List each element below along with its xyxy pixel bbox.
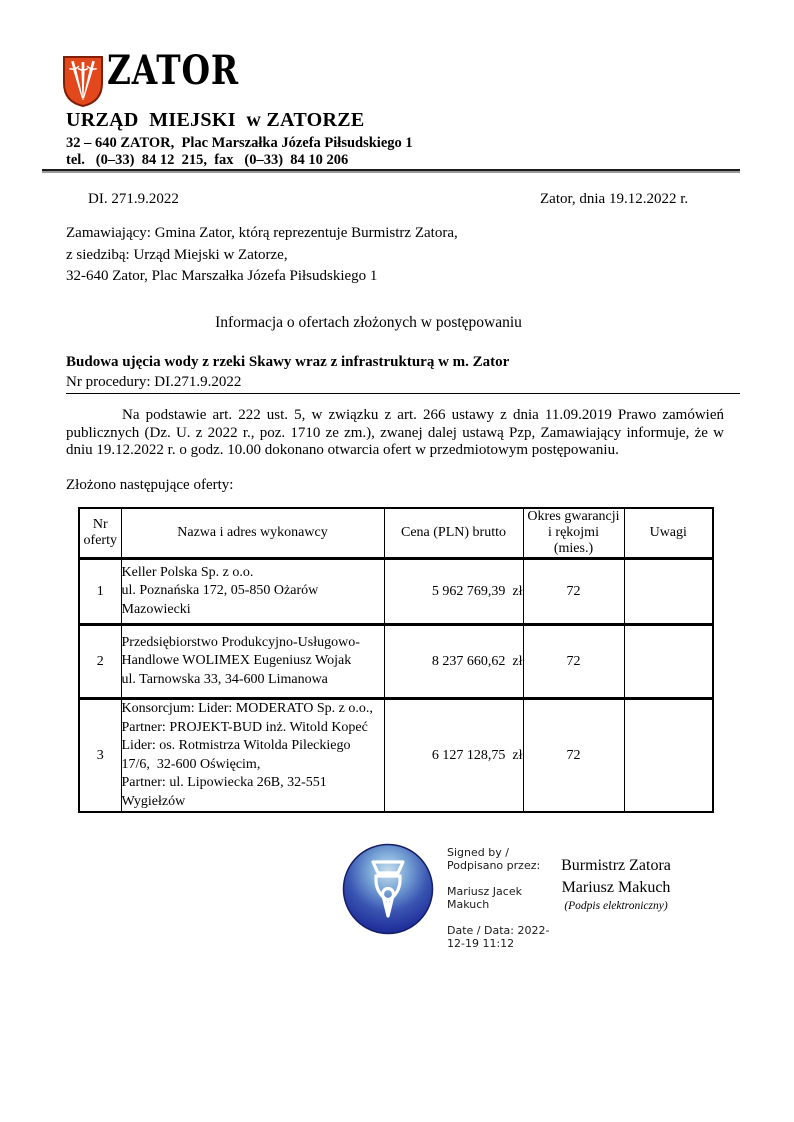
- organization-address: 32 – 640 ZATOR, Plac Marszałka Józefa Piłsudskiego 1: [66, 135, 413, 151]
- offer-notes: [624, 699, 713, 813]
- table-row: [79, 559, 713, 625]
- offer-notes: [624, 625, 713, 699]
- ordering-party-line: 32-640 Zator, Plac Marszałka Józefa Piłsudskiego 1: [66, 268, 378, 284]
- column-header-contractor: Nazwa i adres wykonawcy: [121, 508, 384, 559]
- table-header-row: [79, 508, 713, 559]
- signer-title: Burmistrz Zatora: [561, 857, 671, 874]
- electronic-signature-note: (Podpis elektroniczny): [564, 900, 668, 912]
- ordering-party-line: z siedzibą: Urząd Miejski w Zatorze,: [66, 246, 288, 263]
- organization-phone: tel. (0–33) 84 12 215, fax (0–33) 84 10 206: [66, 152, 349, 168]
- warranty-months: 72: [523, 559, 624, 625]
- table-row: [79, 699, 713, 813]
- ordering-party-block: [66, 223, 458, 288]
- column-header-notes: Uwagi: [624, 508, 713, 559]
- signer-name-block: Mariusz Jacek Makuch: [447, 885, 522, 911]
- contractor-name: Konsorcjum: Lider: MODERATO Sp. z o.o., Partner: PROJEKT-BUD inż. Witold Kopeć Lider: os. Rotmistrza Witolda Pileckiego 17/6, 32-600 Oświęcim, Partner: ul. Lipowiecka 26B, 32-551 Wygiełzów: [121, 699, 384, 813]
- subject-divider: [66, 393, 740, 394]
- table-row: [79, 625, 713, 699]
- offer-price: 5 962 769,39 zł: [384, 559, 523, 625]
- offer-number: 2: [79, 625, 121, 699]
- column-header-offer-number: Nr oferty: [79, 508, 121, 559]
- signer-block: [543, 855, 689, 914]
- offers-intro: Złożono następujące oferty:: [66, 477, 234, 493]
- signature-date-block: Date / Data: 2022- 12-19 11:12: [447, 924, 550, 950]
- signed-by-block: Signed by / Podpisano przez:: [447, 846, 541, 872]
- offer-price: 8 237 660,62 zł: [384, 625, 523, 699]
- offer-number: 1: [79, 559, 121, 625]
- offers-table: [78, 507, 714, 813]
- offer-price: 6 127 128,75 zł: [384, 699, 523, 813]
- signer-name: Mariusz Makuch: [561, 879, 671, 896]
- contractor-name: Przedsiębiorstwo Produkcyjno-Usługowo- Handlowe WOLIMEX Eugeniusz Wojak ul. Tarnowska 33, 34-600 Limanowa: [121, 625, 384, 699]
- column-header-price: Cena (PLN) brutto: [384, 508, 523, 559]
- warranty-months: 72: [523, 625, 624, 699]
- letterhead-divider: [42, 169, 740, 171]
- contractor-name: Keller Polska Sp. z o.o. ul. Poznańska 172, 05-850 Ożarów Mazowiecki: [121, 559, 384, 625]
- procedure-number: Nr procedury: DI.271.9.2022: [66, 374, 242, 390]
- column-header-warranty: Okres gwarancji i rękojmi (mies.): [523, 508, 624, 559]
- offer-number: 3: [79, 699, 121, 813]
- place-and-date: Zator, dnia 19.12.2022 r.: [540, 191, 689, 207]
- procurement-subject: Budowa ujęcia wody z rzeki Skawy wraz z infrastrukturą w m. Zator: [66, 354, 510, 370]
- logo-text: ZATOR: [107, 47, 239, 94]
- offer-notes: [624, 559, 713, 625]
- signature-pen-icon: [342, 843, 434, 935]
- reference-number: DI. 271.9.2022: [88, 191, 179, 207]
- ordering-party-line: Zamawiający: Gmina Zator, którą reprezentuje Burmistrz Zatora,: [66, 225, 458, 241]
- warranty-months: 72: [523, 699, 624, 813]
- document-title: Informacja o ofertach złożonych w postępowaniu: [215, 314, 522, 331]
- legal-basis-paragraph: Na podstawie art. 222 ust. 5, w związku z art. 266 ustawy z dnia 11.09.2019 Prawo zamówień publicznych (Dz. U. z 2022 r., poz. 1710 ze zm.), zwanej dalej ustawą Pzp, Zamawiający informuje, że w dniu 19.12.2022 r. o godz. 10.00 dokonano otwarcia ofert w przedmiotowym postępowaniu.: [66, 407, 724, 458]
- organization-name: URZĄD MIEJSKI w ZATORZE: [66, 109, 365, 131]
- offers-table-wrap: [78, 507, 714, 813]
- zator-coat-of-arms-icon: [62, 55, 104, 108]
